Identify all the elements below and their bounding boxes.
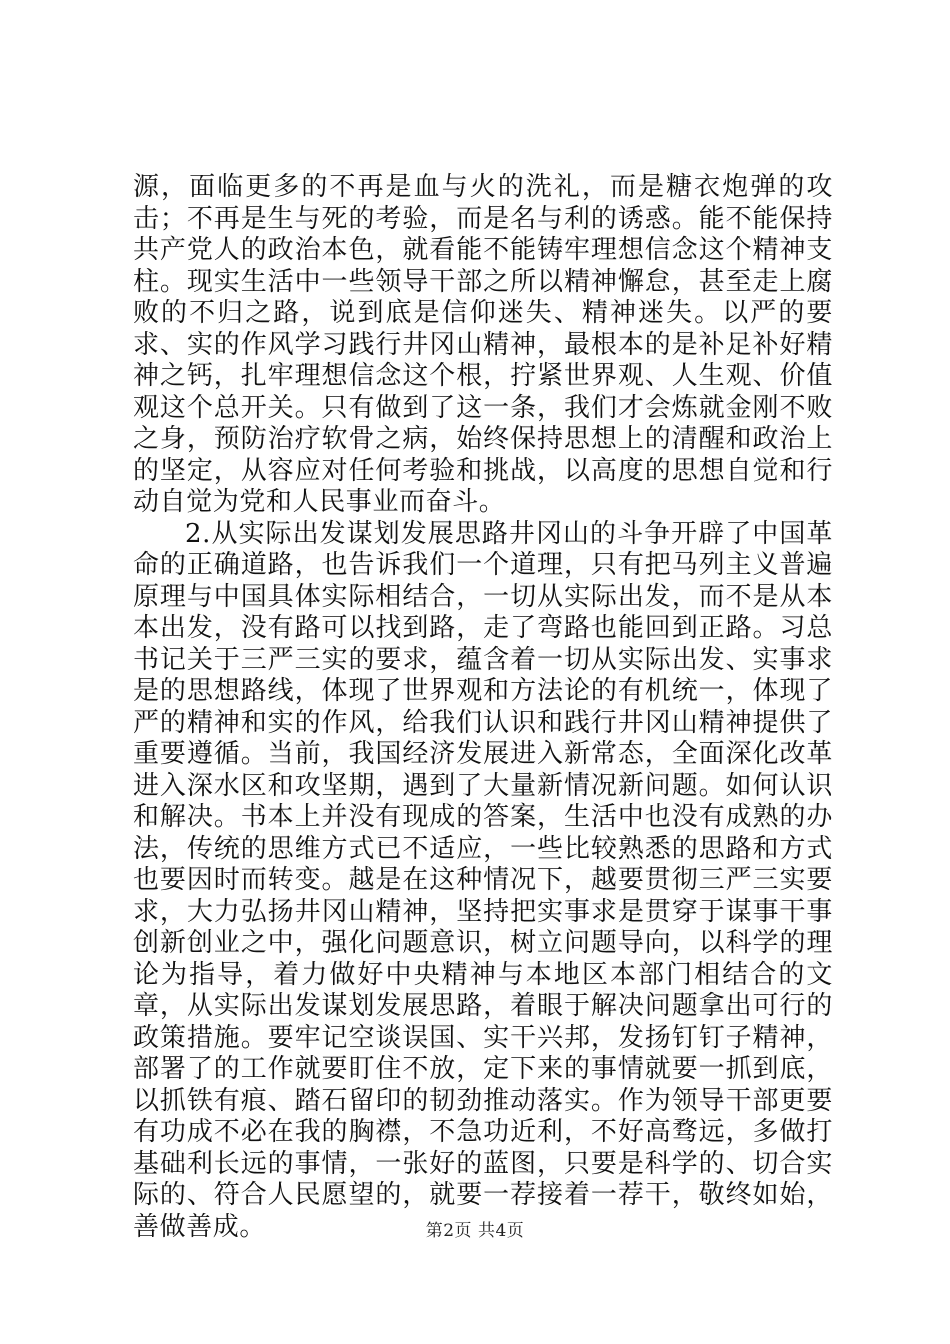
page-footer: 第2页 共4页 [425,1221,525,1241]
paragraph-section-2: 2.从实际出发谋划发展思路井冈山的斗争开辟了中国革命的正确道路，也告诉我们一个道理，只有把马列主义普遍原理与中国具体实际相结合，一切从实际出发，而不是从本本出发，没有路可以找到路，走了弯路也能回到正路。习总书记关于三严三实的要求，蕴含着一切从实际出发、实事求是的思想路线，体现了世界观和方法论的有机统一，体现了严的精神和实的作风，给我们认识和践行井冈山精神提供了重要遵循。当前，我国经济发展进入新常态，全面深化改革进入深水区和攻坚期，遇到了大量新情况新问题。如何认识和解决。书本上并没有现成的答案，生活中也没有成熟的办法，传统的思维方式已不适应，一些比较熟悉的思路和方式也要因时而转变。越是在这种情况下，越要贯彻三严三实要求，大力弘扬井冈山精神，坚持把实事求是贯穿于谋事干事创新创业之中，强化问题意识，树立问题导向，以科学的理论为指导，着力做好中央精神与本地区本部门相结合的文章，从实际出发谋划发展思路，着眼于解决问题拿出可行的政策措施。要牢记空谈误国、实干兴邦，发扬钉钉子精神，部署了的工作就要盯住不放，定下来的事情就要一抓到底，以抓铁有痕、踏石留印的韧劲推动落实。作为领导干部更要有功成不必在我的胸襟，不急功近利，不好高骛远，多做打基础利长远的事情，一张好的蓝图，只要是科学的、切合实际的、符合人民愿望的，就要一荐接着一荐干，敬终如始，善做善成。 [133,518,833,1242]
paragraph-continuation: 源，面临更多的不再是血与火的洗礼，而是糖衣炮弹的攻击；不再是生与死的考验，而是名与利的诱惑。能不能保持共产党人的政治本色，就看能不能铸牢理想信念这个精神支柱。现实生活中一些领导干部之所以精神懈怠，甚至走上腐败的不归之路，说到底是信仰迷失、精神迷失。以严的要求、实的作风学习践行井冈山精神，最根本的是补足补好精神之钙，扎牢理想信念这个根，拧紧世界观、人生观、价值观这个总开关。只有做到了这一条，我们才会炼就金刚不败之身，预防治疗软骨之病，始终保持思想上的清醒和政治上的坚定，从容应对任何考验和挑战，以高度的思想自觉和行动自觉为党和人民事业而奋斗。 [133,172,833,517]
document-body [133,172,833,1243]
